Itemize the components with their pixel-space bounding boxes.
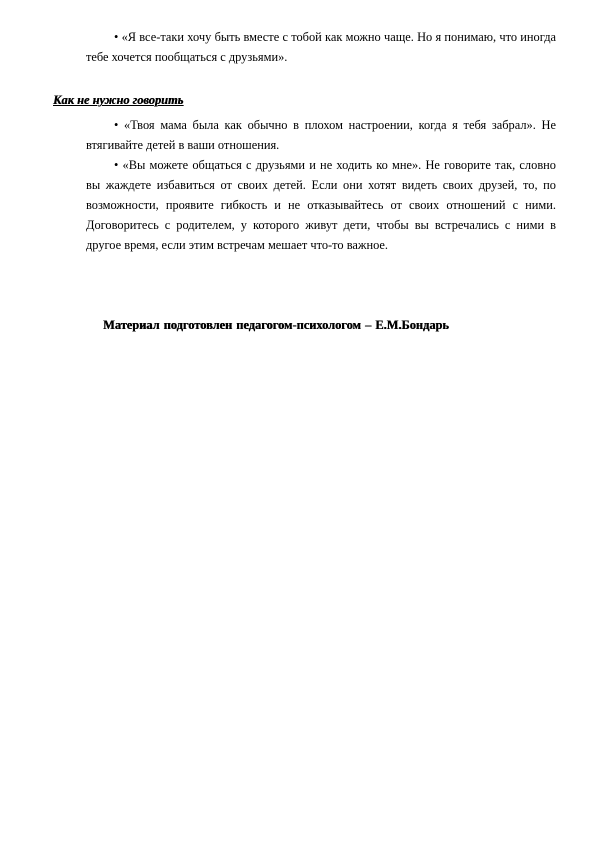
quote-paragraph-intro: • «Я все-таки хочу быть вместе с тобой как можно чаще. Но я понимаю, что иногда тебе хочется пообщаться с друзьями».	[86, 30, 556, 64]
quote-paragraph-2: • «Вы можете общаться с друзьями и не ходить ко мне». Не говорите так, словно вы жаждете избавиться от своих детей. Если они хотят видеть своих друзей, то, по возможности, проявите гибкость и не отказывайтесь от своих отношений с ними. Договоритесь с родителем, у которого живут дети, чтобы вы встречались с ними в другое время, если этим встречам мешает что-то важное.	[86, 158, 556, 252]
section-heading: Как не нужно говорить	[53, 93, 184, 107]
author-footer: Материал подготовлен педагогом-психологом – Е.М.Бондарь	[103, 318, 449, 332]
quote-paragraph-1: • «Твоя мама была как обычно в плохом настроении, когда я тебя забрал». Не втягивайте детей в ваши отношения.	[86, 118, 556, 152]
